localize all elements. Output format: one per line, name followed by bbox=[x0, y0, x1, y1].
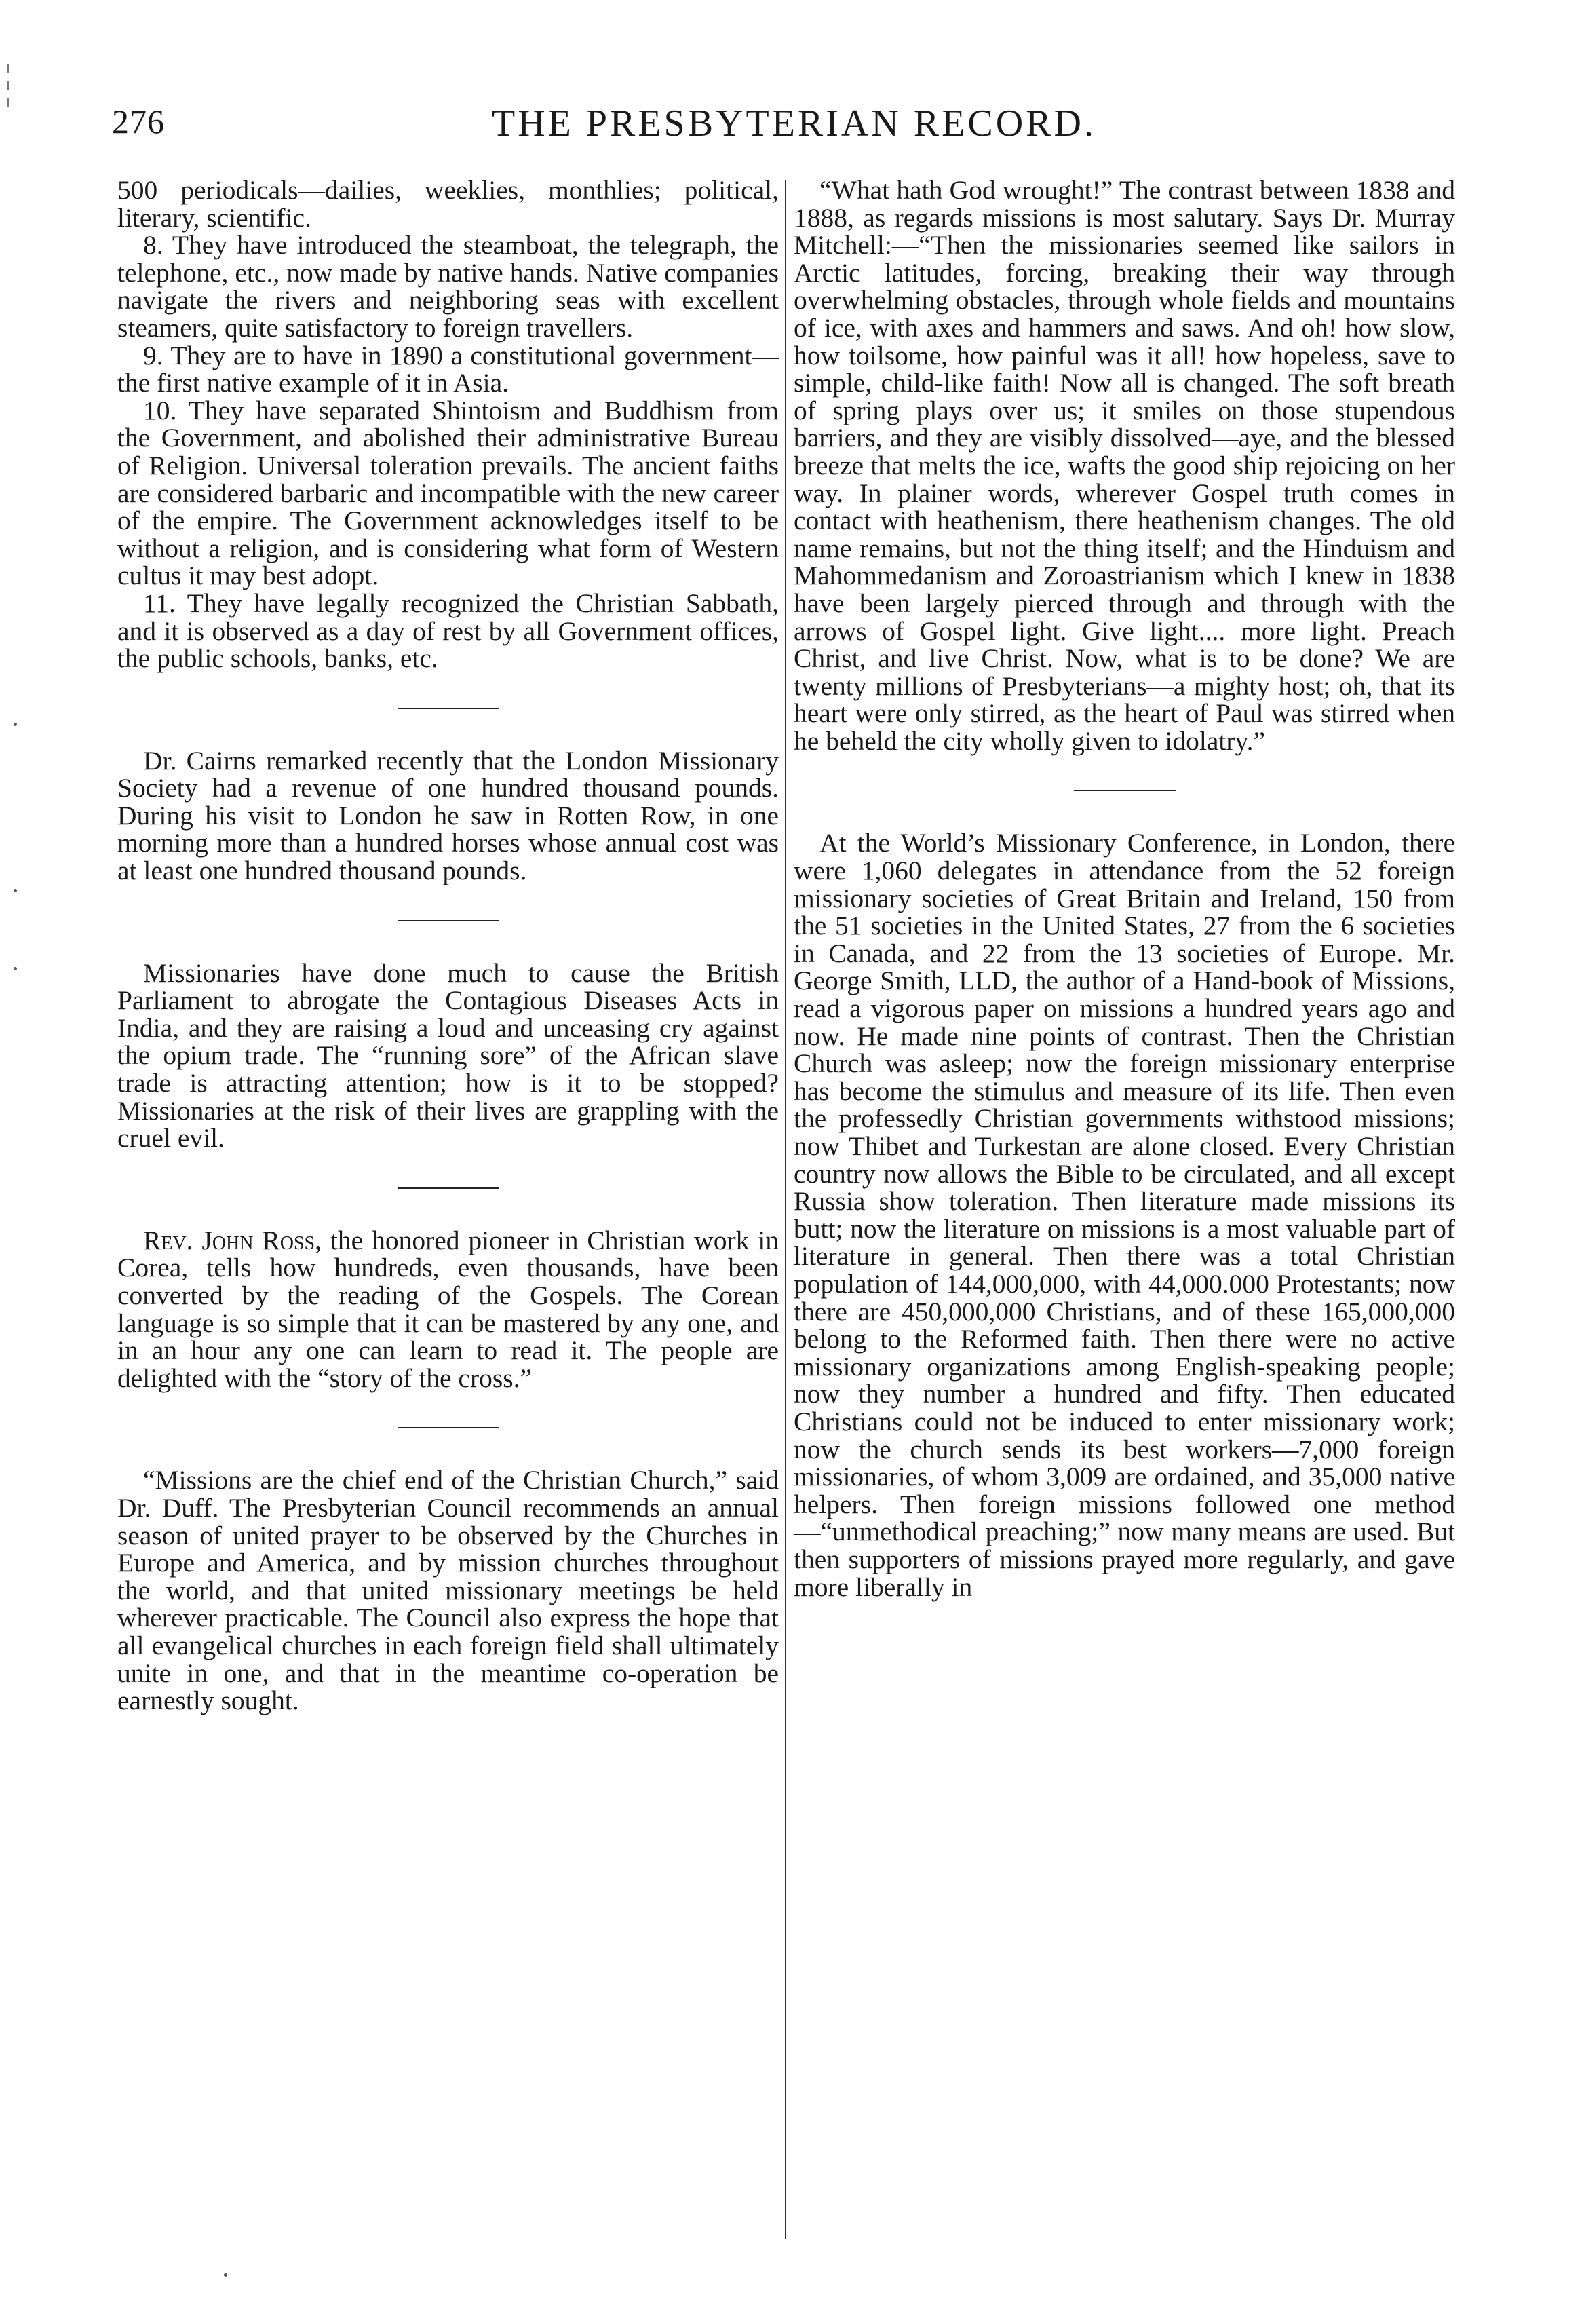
scan-edge-mark bbox=[7, 64, 9, 73]
scan-edge-mark bbox=[7, 98, 9, 107]
scan-edge-mark bbox=[7, 81, 9, 90]
section-divider bbox=[398, 1187, 499, 1189]
ross-name: Rev. John Ross, bbox=[143, 1225, 322, 1255]
scan-speck bbox=[14, 889, 17, 892]
scan-speck bbox=[14, 967, 17, 970]
right-column bbox=[794, 176, 1455, 1601]
page-header bbox=[112, 102, 1438, 156]
column-rule bbox=[785, 180, 786, 2239]
missionary-conference-paragraph: At the World’s Missionary Conference, in London, there were 1,060 delegates in attendance from the 52 foreign missionary societies of Great Britain and Ireland, 150 from the 51 societies in the United States, 27 from the 6 societies in Canada, and 22 from the 13 societies of Europe. Mr. George Smith, LLD, the author of a Hand-book of Missions, read a vigorous paper on missions a hundred years ago and now. He made nine points of contrast. Then the Christian Church was asleep; now the foreign missionary enterprise has become the stimulus and measure of its life. Then even the professedly Christian governments withstood missions; now Thibet and Turkestan are alone closed. Every Christian country now allows the Bible to be circulated, and all except Russia show toleration. Then literature made missions its butt; now the literature on missions is a most valuable part of literature in general. Then there was a total Christian population of 144,000,000, with 44,000.000 Protestants; now there are 450,000,000 Christians, and of these 165,000,000 belong to the Reformed faith. Then there were no active missionary organizations among English-speaking people; now they number a hundred and fifty. Then educated Christians could not be induced to enter missionary work; now the church sends its best workers—7,000 foreign missionaries, of whom 3,009 are ordained, and 35,000 native helpers. Then foreign missions followed one method—“unmethodical preaching;” now many means are used. But then supporters of missions prayed more regularly, and gave more liberally in bbox=[794, 828, 1455, 1602]
japan-point-9: 9. They are to have in 1890 a constitutional government—the first native example of it in Asia. bbox=[117, 340, 779, 398]
what-hath-god-wrought-paragraph: “What hath God wrought!” The contrast between 1838 and 1888, as regards missions is most salutary. Says Dr. Murray Mitchell:—“Then the missionaries seemed like sailors in Arctic latitudes, forcing, breaking their way through overwhelming obstacles, through whole fields and mountains of ice, with axes and hammers and saws. And oh! how slow, how toilsome, how painful was it all! how hopeless, save to simple, child-like faith! Now all is changed. The soft breath of spring plays over us; it smiles on those stupendous barriers, and they are visibly dissolved—aye, and the blessed breeze that melts the ice, wafts the good ship rejoicing on her way. In plainer words, wherever Gospel truth comes in contact with heathenism, there heathenism changes. The old name remains, but not the thing itself; and the Hinduism and Mahommedanism and Zoroastrianism which I knew in 1838 have been largely pierced through and through with the arrows of Gospel light. Give light.... more light. Preach Christ, and live Christ. Now, what is to be done? We are twenty millions of Presbyterians—a mighty host; oh, that its heart were only stirred, as the heart of Paul was stirred when he beheld the city wholly given to idolatry.” bbox=[794, 175, 1455, 756]
japan-point-11: 11. They have legally recognized the Christian Sabbath, and it is observed as a day of rest by all Government offices, the public schools, banks, etc. bbox=[117, 588, 779, 674]
japan-point-8: 8. They have introduced the steamboat, the telegraph, the telephone, etc., now made by native hands. Native companies navigate the rivers and neighboring seas with excellent steamers, quite satisfactory to foreign travellers. bbox=[117, 230, 779, 343]
japan-periodicals-paragraph: 500 periodicals—dailies, weeklies, monthlies; political, literary, scientific. bbox=[117, 175, 779, 233]
cairns-paragraph: Dr. Cairns remarked recently that the London Missionary Society had a revenue of one hundred thousand pounds. During his visit to London he saw in Rotten Row, in one morning more than a hundred horses whose annual cost was at least one hundred thousand pounds. bbox=[117, 745, 779, 886]
section-divider bbox=[398, 708, 499, 709]
left-column bbox=[117, 176, 779, 1715]
section-divider bbox=[1074, 790, 1176, 791]
section-divider bbox=[398, 920, 499, 921]
ross-paragraph bbox=[117, 1227, 779, 1392]
running-title: THE PRESBYTERIAN RECORD. bbox=[492, 102, 1096, 145]
page-number: 276 bbox=[112, 102, 165, 140]
scan-speck bbox=[14, 723, 17, 726]
scan-speck bbox=[224, 2273, 227, 2277]
ross-text: the honored pioneer in Christian work in Corea, tells how hundreds, even thousands, have been converted by the reading of the Gospels. The Corean language is so simple that it can be mastered by any one, and in an hour any one can learn to read it. The people are delighted with the “story of the cross.” bbox=[117, 1225, 779, 1393]
duff-paragraph: “Missions are the chief end of the Christian Church,” said Dr. Duff. The Presbyterian Council recommends an annual season of united prayer to be observed by the Churches in Europe and America, and by mission churches throughout the world, and that united missionary meetings be held wherever practicable. The Council also express the hope that all evangelical churches in each foreign field shall ultimately unite in one, and that in the meantime co-operation be earnestly sought. bbox=[117, 1465, 779, 1716]
missionaries-paragraph: Missionaries have done much to cause the British Parliament to abrogate the Contagious Diseases Acts in India, and they are raising a loud and unceasing cry against the opium trade. The “running sore” of the African slave trade is attracting attention; how is it to be stopped? Missionaries at the risk of their lives are grappling with the cruel evil. bbox=[117, 957, 779, 1154]
japan-point-10: 10. They have separated Shintoism and Buddhism from the Government, and abolished their administrative Bureau of Religion. Universal toleration prevails. The ancient faiths are considered barbaric and incompatible with the new career of the empire. The Government acknowledges itself to be without a religion, and is considering what form of Western cultus it may best adopt. bbox=[117, 395, 779, 591]
section-divider bbox=[398, 1427, 499, 1428]
